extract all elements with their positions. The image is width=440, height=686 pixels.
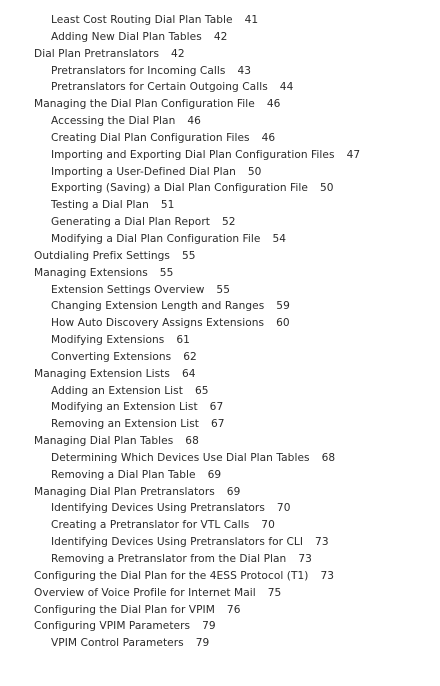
toc-page-number: 50 <box>319 182 334 195</box>
toc-entry-title: Removing a Dial Plan Table <box>51 468 196 481</box>
toc-entry-title: Importing a User-Defined Dial Plan <box>51 165 236 178</box>
toc-subsection-entry[interactable] <box>0 29 440 46</box>
toc-section-entry[interactable] <box>0 265 440 282</box>
toc-page-number: 73 <box>315 536 329 549</box>
toc-entry-title: Accessing the Dial Plan <box>51 115 176 128</box>
toc-subsection-entry[interactable] <box>0 534 440 551</box>
toc-page-number: 65 <box>194 384 209 397</box>
toc-entry-title: Modifying Extensions <box>51 334 165 347</box>
toc-subsection-entry[interactable] <box>0 130 440 147</box>
toc-page-number: 46 <box>187 115 201 128</box>
toc-section-entry[interactable] <box>0 585 440 602</box>
toc-entry-title: Modifying an Extension List <box>51 401 198 414</box>
toc-entry-title: Managing Dial Plan Tables <box>34 435 174 448</box>
toc-subsection-entry[interactable] <box>0 231 440 248</box>
toc-page-number: 73 <box>298 553 312 565</box>
toc-page-number: 79 <box>195 637 210 650</box>
toc-entry-title: Changing Extension Length and Ranges <box>51 300 265 313</box>
toc-entry-title: Outdialing Prefix Settings <box>34 249 170 262</box>
toc-page-number: 46 <box>266 98 281 111</box>
toc-subsection-entry[interactable] <box>0 332 440 349</box>
toc-page-number: 55 <box>159 266 174 279</box>
toc-entry-title: Managing Dial Plan Pretranslators <box>34 485 215 498</box>
toc-page-number: 44 <box>279 81 294 94</box>
toc-entry-title: Identifying Devices Using Pretranslators for CLI <box>51 536 304 549</box>
toc-page-number: 62 <box>183 350 197 363</box>
toc-page-number: 70 <box>276 502 291 515</box>
toc-subsection-entry[interactable] <box>0 315 440 332</box>
toc-entry-title: Pretranslators for Certain Outgoing Calls <box>51 81 268 94</box>
toc-subsection-entry[interactable] <box>0 517 440 534</box>
toc-subsection-entry[interactable] <box>0 500 440 517</box>
toc-entry-title: Managing the Dial Plan Configuration File <box>34 98 255 111</box>
toc-subsection-entry[interactable] <box>0 197 440 214</box>
toc-entry-title: Managing Extension Lists <box>34 367 170 380</box>
toc-section-entry[interactable] <box>0 568 440 585</box>
table-of-contents <box>0 12 440 652</box>
toc-section-entry[interactable] <box>0 366 440 383</box>
toc-page-number: 70 <box>261 519 275 532</box>
toc-subsection-entry[interactable] <box>0 349 440 366</box>
toc-subsection-entry[interactable] <box>0 63 440 80</box>
toc-page-number: 68 <box>321 451 336 464</box>
toc-entry-title: Exporting (Saving) a Dial Plan Configuration File <box>51 182 308 195</box>
toc-subsection-entry[interactable] <box>0 635 440 652</box>
toc-entry-title: VPIM Control Parameters <box>51 637 184 650</box>
toc-entry-title: Generating a Dial Plan Report <box>51 216 210 229</box>
toc-entry-title: Converting Extensions <box>51 350 172 363</box>
toc-entry-title: Overview of Voice Profile for Internet Mail <box>34 586 256 599</box>
toc-page-number: 55 <box>216 283 231 296</box>
toc-page-number: 46 <box>261 131 276 144</box>
toc-page-number: 73 <box>320 569 335 582</box>
toc-subsection-entry[interactable] <box>0 79 440 96</box>
toc-subsection-entry[interactable] <box>0 180 440 197</box>
toc-subsection-entry[interactable] <box>0 383 440 400</box>
toc-page-number: 42 <box>213 30 228 43</box>
toc-page-number: 76 <box>226 603 241 616</box>
toc-entry-title: Adding an Extension List <box>51 384 183 397</box>
toc-subsection-entry[interactable] <box>0 282 440 299</box>
toc-page-number: 69 <box>207 468 222 481</box>
toc-subsection-entry[interactable] <box>0 164 440 181</box>
toc-entry-title: Managing Extensions <box>34 266 148 279</box>
toc-entry-title: Identifying Devices Using Pretranslators <box>51 502 265 515</box>
toc-entry-title: Configuring the Dial Plan for the 4ESS Protocol (T1) <box>34 569 309 582</box>
toc-entry-title: Configuring VPIM Parameters <box>34 620 191 633</box>
toc-entry-title: Extension Settings Overview <box>51 283 205 296</box>
toc-page-number: 41 <box>244 14 259 26</box>
toc-entry-title: Least Cost Routing Dial Plan Table <box>51 14 233 26</box>
toc-section-entry[interactable] <box>0 602 440 619</box>
toc-entry-title: Removing a Pretranslator from the Dial Plan <box>51 553 287 565</box>
toc-entry-title: Creating Dial Plan Configuration Files <box>51 131 250 144</box>
toc-subsection-entry[interactable] <box>0 450 440 467</box>
toc-section-entry[interactable] <box>0 484 440 501</box>
toc-section-entry[interactable] <box>0 433 440 450</box>
toc-entry-title: Importing and Exporting Dial Plan Configuration Files <box>51 148 335 161</box>
toc-page-number: 55 <box>181 249 196 262</box>
toc-entry-title: Testing a Dial Plan <box>51 199 149 212</box>
toc-page-number: 52 <box>221 216 236 229</box>
toc-subsection-entry[interactable] <box>0 467 440 484</box>
toc-page-number: 43 <box>237 64 252 77</box>
toc-entry-title: Configuring the Dial Plan for VPIM <box>34 603 215 616</box>
toc-subsection-entry[interactable] <box>0 113 440 130</box>
toc-section-entry[interactable] <box>0 248 440 265</box>
toc-subsection-entry[interactable] <box>0 147 440 164</box>
toc-entry-title: Modifying a Dial Plan Configuration File <box>51 232 261 245</box>
toc-section-entry[interactable] <box>0 46 440 63</box>
toc-page-number: 69 <box>226 485 241 498</box>
toc-page-number: 59 <box>276 300 290 313</box>
toc-entry-title: Determining Which Devices Use Dial Plan Tables <box>51 451 310 464</box>
toc-subsection-entry[interactable] <box>0 416 440 433</box>
toc-page-number: 64 <box>181 367 196 380</box>
toc-section-entry[interactable] <box>0 618 440 635</box>
toc-entry-title: Removing an Extension List <box>51 418 199 431</box>
toc-subsection-entry[interactable] <box>0 298 440 315</box>
toc-subsection-entry[interactable] <box>0 551 440 568</box>
toc-subsection-entry[interactable] <box>0 214 440 231</box>
toc-page-number: 75 <box>267 586 282 599</box>
toc-page-number: 51 <box>160 199 175 212</box>
toc-page-number: 61 <box>176 334 190 347</box>
toc-entry-title: Pretranslators for Incoming Calls <box>51 64 226 77</box>
toc-entry-title: How Auto Discovery Assigns Extensions <box>51 317 265 330</box>
toc-page-number: 68 <box>185 435 199 448</box>
toc-page-number: 60 <box>276 317 290 330</box>
toc-subsection-entry[interactable] <box>0 399 440 416</box>
toc-entry-title: Dial Plan Pretranslators <box>34 47 160 60</box>
toc-page-number: 54 <box>272 232 287 245</box>
toc-entry-title: Adding New Dial Plan Tables <box>51 30 202 43</box>
toc-page-number: 67 <box>209 401 224 414</box>
toc-subsection-entry[interactable] <box>0 12 440 29</box>
toc-section-entry[interactable] <box>0 96 440 113</box>
toc-page-number: 47 <box>346 148 361 161</box>
toc-entry-title: Creating a Pretranslator for VTL Calls <box>51 519 250 532</box>
toc-page-number: 42 <box>171 47 185 60</box>
toc-page-number: 50 <box>247 165 262 178</box>
toc-page-number: 67 <box>211 418 225 431</box>
toc-page-number: 79 <box>202 620 216 633</box>
